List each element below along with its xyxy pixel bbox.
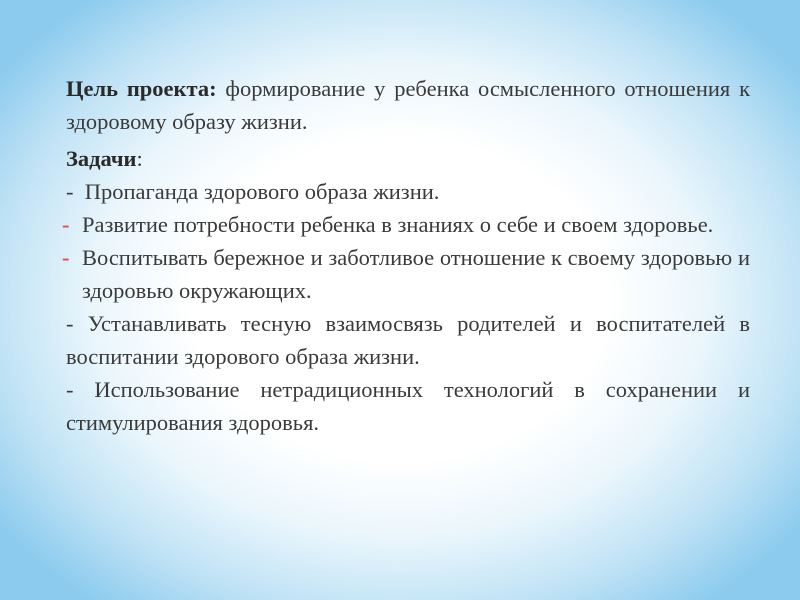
task-text: Использование нетрадиционных технологий в сохранении и стимулирования здоровья. bbox=[66, 377, 750, 435]
task-marker: - bbox=[66, 311, 74, 336]
task-marker: - bbox=[66, 179, 74, 204]
task-item-2 bbox=[62, 208, 750, 241]
goal-text: формирование у ребенка осмысленного отношения к здоровому образу жизни. bbox=[66, 76, 751, 134]
red-dash-icon: - bbox=[62, 245, 70, 270]
task-text: Развитие потребности ребенка в знаниях о себе и своем здоровье. bbox=[82, 212, 714, 237]
task-item-3 bbox=[62, 241, 750, 307]
goal-paragraph bbox=[66, 72, 750, 138]
task-item-5 bbox=[66, 373, 750, 439]
task-text: Устанавливать тесную взаимосвязь родителей и воспитателей в воспитании здорового образа жизни. bbox=[66, 311, 750, 369]
task-text: Пропаганда здорового образа жизни. bbox=[84, 179, 440, 204]
task-item-1 bbox=[66, 175, 750, 208]
slide-content bbox=[62, 72, 751, 439]
tasks-colon: : bbox=[136, 146, 143, 171]
task-item-4 bbox=[66, 307, 750, 373]
tasks-label: Задачи bbox=[66, 146, 137, 171]
task-text: Воспитывать бережное и заботливое отношение к своему здоровью и здоровью окружающих. bbox=[82, 245, 750, 303]
tasks-heading bbox=[66, 142, 750, 175]
goal-label: Цель проекта: bbox=[66, 76, 217, 101]
red-dash-icon: - bbox=[62, 212, 70, 237]
task-marker: - bbox=[66, 377, 74, 402]
